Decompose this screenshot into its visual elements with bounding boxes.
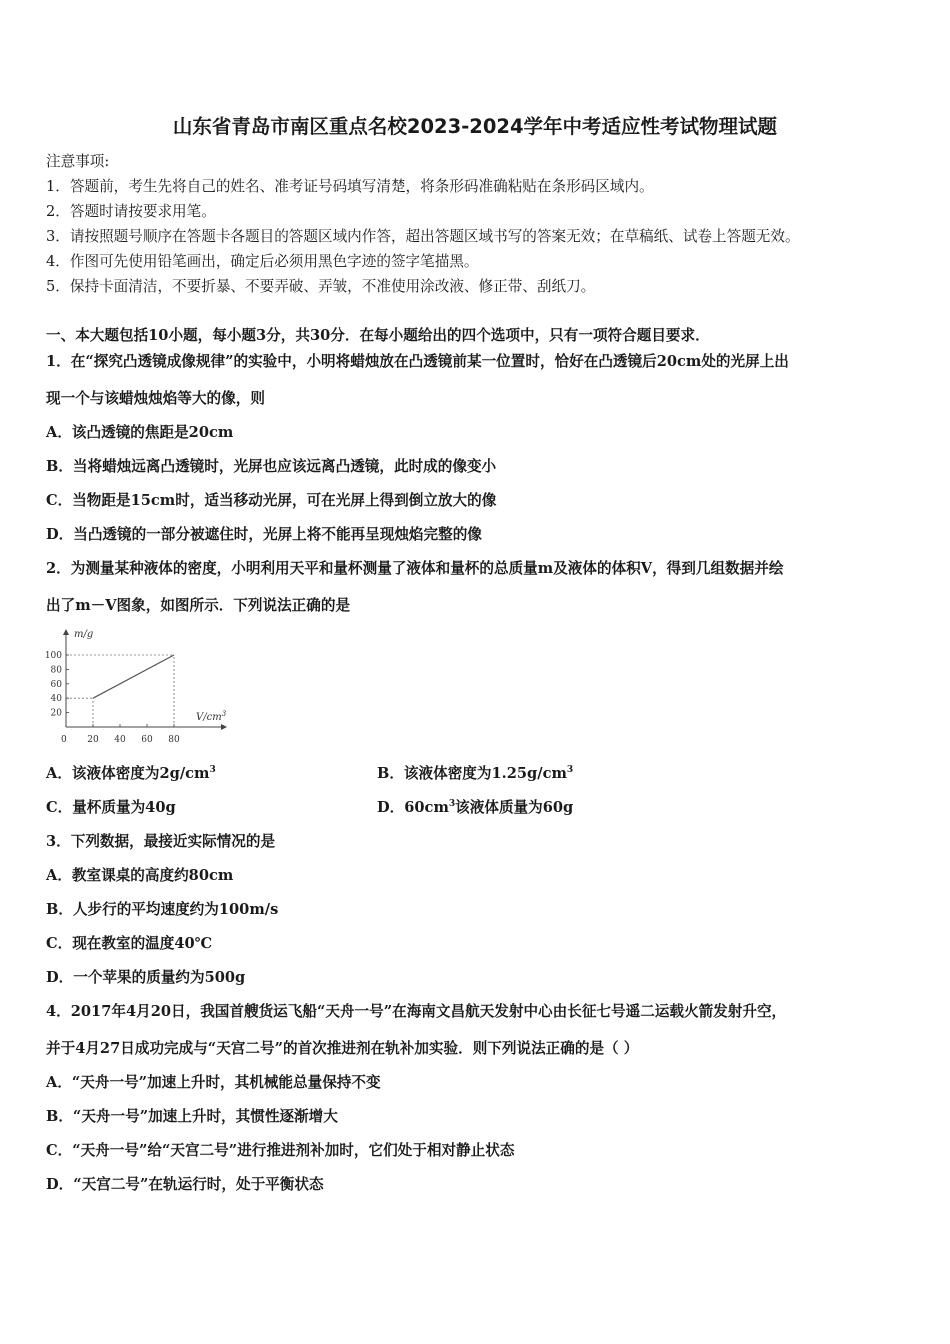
q1-stem: 1．在“探究凸透镜成像规律”的实验中，小明将蜡烛放在凸透镜前某一位置时，恰好在凸透镜后20cm处的光屏上出 [46,353,789,370]
q2-stem: 2．为测量某种液体的密度，小明利用天平和量杯测量了液体和量杯的总质量m及液体的体积V，得到几组数据并绘 [46,560,784,577]
q3-option-b: B．人步行的平均速度约为100m/s [46,901,279,918]
x-tick-label: 80 [168,735,180,745]
x-tick-label: 20 [87,735,99,745]
notice-item: 3．请按照题号顺序在答题卡各题目的答题区域内作答，超出答题区域书写的答案无效；在草稿纸、试卷上答题无效。 [46,228,800,245]
data-line [93,655,174,698]
x-tick-label: 40 [114,735,126,745]
y-tick-label: 40 [50,694,62,705]
y-tick-label: 20 [50,708,62,719]
y-tick-label: 80 [50,665,62,676]
m-v-graph [38,622,248,752]
y-tick-label: 100 [44,651,62,661]
q2-option-a: A．该液体密度为$2g/cm^3$ [46,765,216,782]
q3-option-d: D．一个苹果的质量约为500g [46,969,246,986]
q3-stem: 3．下列数据，最接近实际情况的是 [46,833,276,850]
q4-option-a: A．“天舟一号”加速上升时，其机械能总量保持不变 [46,1074,381,1091]
q4-stem: 4．2017年4月20日，我国首艘货运飞船“天舟一号”在海南文昌航天发射中心由长征七号遥二运载火箭发射升空， [46,1003,787,1020]
y-tick-label: 60 [50,679,62,690]
q4-option-d: D．“天宫二号”在轨运行时，处于平衡状态 [46,1176,324,1193]
q2-option-d: D．$60cm^3$该液体质量为60g [377,799,574,816]
q1-option-a: A．该凸透镜的焦距是20cm [46,424,234,441]
page-title: 山东省青岛市南区重点名校2023-2024学年中考适应性考试物理试题 [172,115,778,138]
q3-option-a: A．教室课桌的高度约80cm [46,867,234,884]
q1-option-d: D．当凸透镜的一部分被遮住时，光屏上将不能再呈现烛焰完整的像 [46,526,482,543]
q3-option-c: C．现在教室的温度40℃ [46,935,213,952]
q4-stem-cont: 并于4月27日成功完成与“天宫二号”的首次推进剂在轨补加实验．则下列说法正确的是（ ） [46,1040,639,1057]
q4-option-b: B．“天舟一号”加速上升时，其惯性逐渐增大 [46,1108,338,1125]
notice-item: 4．作图可先使用铅笔画出，确定后必须用黑色字迹的签字笔描黑。 [46,253,479,270]
q1-option-b: B．当将蜡烛远离凸透镜时，光屏也应该远离凸透镜，此时成的像变小 [46,458,497,475]
x-axis-label: $V/cm^3$ [196,710,227,723]
q2-option-b: B．该液体密度为$1.25g/cm^3$ [377,765,574,782]
q4-option-c: C．“天舟一号”给“天宫二号”进行推进剂补加时，它们处于相对静止状态 [46,1142,515,1159]
q2-stem-cont: 出了m－V图象，如图所示．下列说法正确的是 [46,597,351,614]
q1-stem-cont: 现一个与该蜡烛烛焰等大的像，则 [46,390,265,407]
y-axis-label: m/g [74,629,94,640]
notice-item: 5．保持卡面清洁，不要折暴、不要弄破、弄皱，不准使用涂改液、修正带、刮纸刀。 [46,278,596,295]
q2-option-c: C．量杯质量为40g [46,799,176,816]
notice-item: 1．答题前，考生先将自己的姓名、准考证号码填写清楚，将条形码准确粘贴在条形码区域内。 [46,178,654,195]
notice-heading: 注意事项: [46,153,110,170]
notice-item: 2．答题时请按要求用笔。 [46,203,216,220]
origin-label: 0 [61,735,67,745]
q1-option-c: C．当物距是15cm时，适当移动光屏，可在光屏上得到倒立放大的像 [46,492,497,509]
x-tick-label: 60 [141,735,153,745]
section-heading: 一、本大题包括10小题，每小题3分，共30分．在每小题给出的四个选项中，只有一项符合题目要求． [46,327,710,344]
